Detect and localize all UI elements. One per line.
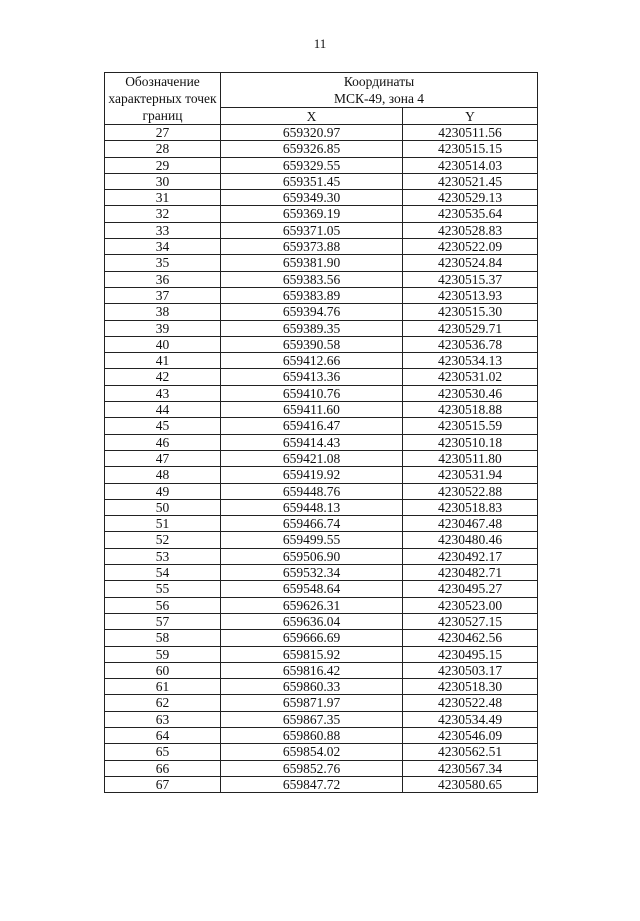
y-coordinate-cell: 4230528.83: [403, 222, 538, 238]
point-number-cell: 61: [105, 679, 221, 695]
table-row: [105, 499, 538, 515]
x-coordinate-cell: 659666.69: [221, 630, 403, 646]
table-row: [105, 450, 538, 466]
header-coordinates: [221, 73, 538, 108]
point-number-cell: 67: [105, 776, 221, 792]
x-coordinate-cell: 659816.42: [221, 662, 403, 678]
x-coordinate-cell: 659326.85: [221, 141, 403, 157]
header-y: Y: [403, 108, 538, 125]
point-number-cell: 53: [105, 548, 221, 564]
point-number-cell: 41: [105, 353, 221, 369]
table-row: [105, 483, 538, 499]
table-row: [105, 206, 538, 222]
point-number-cell: 37: [105, 287, 221, 303]
x-coordinate-cell: 659815.92: [221, 646, 403, 662]
table-row: [105, 662, 538, 678]
point-number-cell: 45: [105, 418, 221, 434]
y-coordinate-cell: 4230562.51: [403, 744, 538, 760]
y-coordinate-cell: 4230462.56: [403, 630, 538, 646]
table-row: [105, 711, 538, 727]
y-coordinate-cell: 4230480.46: [403, 532, 538, 548]
x-coordinate-cell: 659871.97: [221, 695, 403, 711]
table-row: [105, 336, 538, 352]
point-number-cell: 54: [105, 565, 221, 581]
y-coordinate-cell: 4230514.03: [403, 157, 538, 173]
point-number-cell: 57: [105, 613, 221, 629]
table-row: [105, 776, 538, 792]
table-row: [105, 353, 538, 369]
point-number-cell: 52: [105, 532, 221, 548]
header-designation: Обозначение характерных точек границ: [105, 73, 221, 125]
x-coordinate-cell: 659416.47: [221, 418, 403, 434]
point-number-cell: 49: [105, 483, 221, 499]
y-coordinate-cell: 4230522.88: [403, 483, 538, 499]
page-number: 11: [313, 36, 327, 51]
table-row: [105, 744, 538, 760]
y-coordinate-cell: 4230518.30: [403, 679, 538, 695]
x-coordinate-cell: 659860.88: [221, 727, 403, 743]
table-row: [105, 695, 538, 711]
y-coordinate-cell: 4230467.48: [403, 516, 538, 532]
table-row: [105, 548, 538, 564]
point-number-cell: 40: [105, 336, 221, 352]
y-coordinate-cell: 4230515.37: [403, 271, 538, 287]
table-row: [105, 516, 538, 532]
x-coordinate-cell: 659867.35: [221, 711, 403, 727]
table-row: [105, 434, 538, 450]
point-number-cell: 58: [105, 630, 221, 646]
point-number-cell: 38: [105, 304, 221, 320]
y-coordinate-cell: 4230524.84: [403, 255, 538, 271]
x-coordinate-cell: 659389.35: [221, 320, 403, 336]
y-coordinate-cell: 4230515.30: [403, 304, 538, 320]
y-coordinate-cell: 4230518.83: [403, 499, 538, 515]
y-coordinate-cell: 4230580.65: [403, 776, 538, 792]
y-coordinate-cell: 4230513.93: [403, 287, 538, 303]
y-coordinate-cell: 4230534.49: [403, 711, 538, 727]
point-number-cell: 62: [105, 695, 221, 711]
point-number-cell: 30: [105, 173, 221, 189]
point-number-cell: 63: [105, 711, 221, 727]
x-coordinate-cell: 659448.13: [221, 499, 403, 515]
x-coordinate-cell: 659383.56: [221, 271, 403, 287]
y-coordinate-cell: 4230529.13: [403, 190, 538, 206]
y-coordinate-cell: 4230531.02: [403, 369, 538, 385]
y-coordinate-cell: 4230531.94: [403, 467, 538, 483]
x-coordinate-cell: 659394.76: [221, 304, 403, 320]
x-coordinate-cell: 659499.55: [221, 532, 403, 548]
point-number-cell: 50: [105, 499, 221, 515]
point-number-cell: 46: [105, 434, 221, 450]
x-coordinate-cell: 659373.88: [221, 239, 403, 255]
table-row: [105, 369, 538, 385]
table-row: [105, 255, 538, 271]
x-coordinate-cell: 659847.72: [221, 776, 403, 792]
header-coordinates-title: Координаты: [343, 74, 415, 90]
table-row: [105, 141, 538, 157]
table-row: [105, 304, 538, 320]
table-row: [105, 418, 538, 434]
x-coordinate-cell: 659854.02: [221, 744, 403, 760]
point-number-cell: 29: [105, 157, 221, 173]
x-coordinate-cell: 659413.36: [221, 369, 403, 385]
y-coordinate-cell: 4230521.45: [403, 173, 538, 189]
y-coordinate-cell: 4230546.09: [403, 727, 538, 743]
table-row: [105, 646, 538, 662]
x-coordinate-cell: 659320.97: [221, 125, 403, 141]
point-number-cell: 44: [105, 402, 221, 418]
x-coordinate-cell: 659383.89: [221, 287, 403, 303]
point-number-cell: 35: [105, 255, 221, 271]
y-coordinate-cell: 4230535.64: [403, 206, 538, 222]
x-coordinate-cell: 659636.04: [221, 613, 403, 629]
y-coordinate-cell: 4230567.34: [403, 760, 538, 776]
x-coordinate-cell: 659421.08: [221, 450, 403, 466]
y-coordinate-cell: 4230523.00: [403, 597, 538, 613]
y-coordinate-cell: 4230536.78: [403, 336, 538, 352]
table-row: [105, 565, 538, 581]
point-number-cell: 36: [105, 271, 221, 287]
x-coordinate-cell: 659412.66: [221, 353, 403, 369]
point-number-cell: 59: [105, 646, 221, 662]
x-coordinate-cell: 659506.90: [221, 548, 403, 564]
x-coordinate-cell: 659349.30: [221, 190, 403, 206]
x-coordinate-cell: 659351.45: [221, 173, 403, 189]
x-coordinate-cell: 659419.92: [221, 467, 403, 483]
x-coordinate-cell: 659410.76: [221, 385, 403, 401]
table-row: [105, 125, 538, 141]
table-row: [105, 760, 538, 776]
table-row: [105, 157, 538, 173]
point-number-cell: 28: [105, 141, 221, 157]
y-coordinate-cell: 4230511.80: [403, 450, 538, 466]
table-row: [105, 597, 538, 613]
y-coordinate-cell: 4230510.18: [403, 434, 538, 450]
point-number-cell: 66: [105, 760, 221, 776]
table-row: [105, 385, 538, 401]
x-coordinate-cell: 659448.76: [221, 483, 403, 499]
header-x: X: [221, 108, 403, 125]
point-number-cell: 65: [105, 744, 221, 760]
table-row: [105, 287, 538, 303]
x-coordinate-cell: 659414.43: [221, 434, 403, 450]
table-row: [105, 271, 538, 287]
table-row: [105, 727, 538, 743]
x-coordinate-cell: 659548.64: [221, 581, 403, 597]
y-coordinate-cell: 4230492.17: [403, 548, 538, 564]
point-number-cell: 32: [105, 206, 221, 222]
x-coordinate-cell: 659860.33: [221, 679, 403, 695]
y-coordinate-cell: 4230482.71: [403, 565, 538, 581]
point-number-cell: 47: [105, 450, 221, 466]
table-header: [105, 73, 538, 125]
x-coordinate-cell: 659411.60: [221, 402, 403, 418]
x-coordinate-cell: 659390.58: [221, 336, 403, 352]
y-coordinate-cell: 4230518.88: [403, 402, 538, 418]
x-coordinate-cell: 659626.31: [221, 597, 403, 613]
x-coordinate-cell: 659381.90: [221, 255, 403, 271]
point-number-cell: 51: [105, 516, 221, 532]
y-coordinate-cell: 4230495.27: [403, 581, 538, 597]
point-number-cell: 33: [105, 222, 221, 238]
table-row: [105, 402, 538, 418]
point-number-cell: 27: [105, 125, 221, 141]
point-number-cell: 60: [105, 662, 221, 678]
y-coordinate-cell: 4230530.46: [403, 385, 538, 401]
table-body: [105, 125, 538, 793]
point-number-cell: 64: [105, 727, 221, 743]
x-coordinate-cell: 659369.19: [221, 206, 403, 222]
y-coordinate-cell: 4230495.15: [403, 646, 538, 662]
point-number-cell: 43: [105, 385, 221, 401]
table-row: [105, 630, 538, 646]
x-coordinate-cell: 659371.05: [221, 222, 403, 238]
point-number-cell: 42: [105, 369, 221, 385]
table-row: [105, 532, 538, 548]
x-coordinate-cell: 659532.34: [221, 565, 403, 581]
y-coordinate-cell: 4230534.13: [403, 353, 538, 369]
y-coordinate-cell: 4230503.17: [403, 662, 538, 678]
table-row: [105, 222, 538, 238]
point-number-cell: 56: [105, 597, 221, 613]
y-coordinate-cell: 4230511.56: [403, 125, 538, 141]
y-coordinate-cell: 4230529.71: [403, 320, 538, 336]
x-coordinate-cell: 659852.76: [221, 760, 403, 776]
point-number-cell: 39: [105, 320, 221, 336]
table-row: [105, 613, 538, 629]
table-row: [105, 679, 538, 695]
point-number-cell: 55: [105, 581, 221, 597]
y-coordinate-cell: 4230522.48: [403, 695, 538, 711]
table-row: [105, 239, 538, 255]
x-coordinate-cell: 659329.55: [221, 157, 403, 173]
point-number-cell: 48: [105, 467, 221, 483]
table-row: [105, 467, 538, 483]
table-row: [105, 173, 538, 189]
coordinates-table: [104, 72, 538, 793]
point-number-cell: 34: [105, 239, 221, 255]
y-coordinate-cell: 4230515.15: [403, 141, 538, 157]
x-coordinate-cell: 659466.74: [221, 516, 403, 532]
header-coordinates-system: МСК-49, зона 4: [333, 91, 425, 107]
table-row: [105, 190, 538, 206]
table-row: [105, 581, 538, 597]
point-number-cell: 31: [105, 190, 221, 206]
y-coordinate-cell: 4230515.59: [403, 418, 538, 434]
y-coordinate-cell: 4230527.15: [403, 613, 538, 629]
table-row: [105, 320, 538, 336]
y-coordinate-cell: 4230522.09: [403, 239, 538, 255]
